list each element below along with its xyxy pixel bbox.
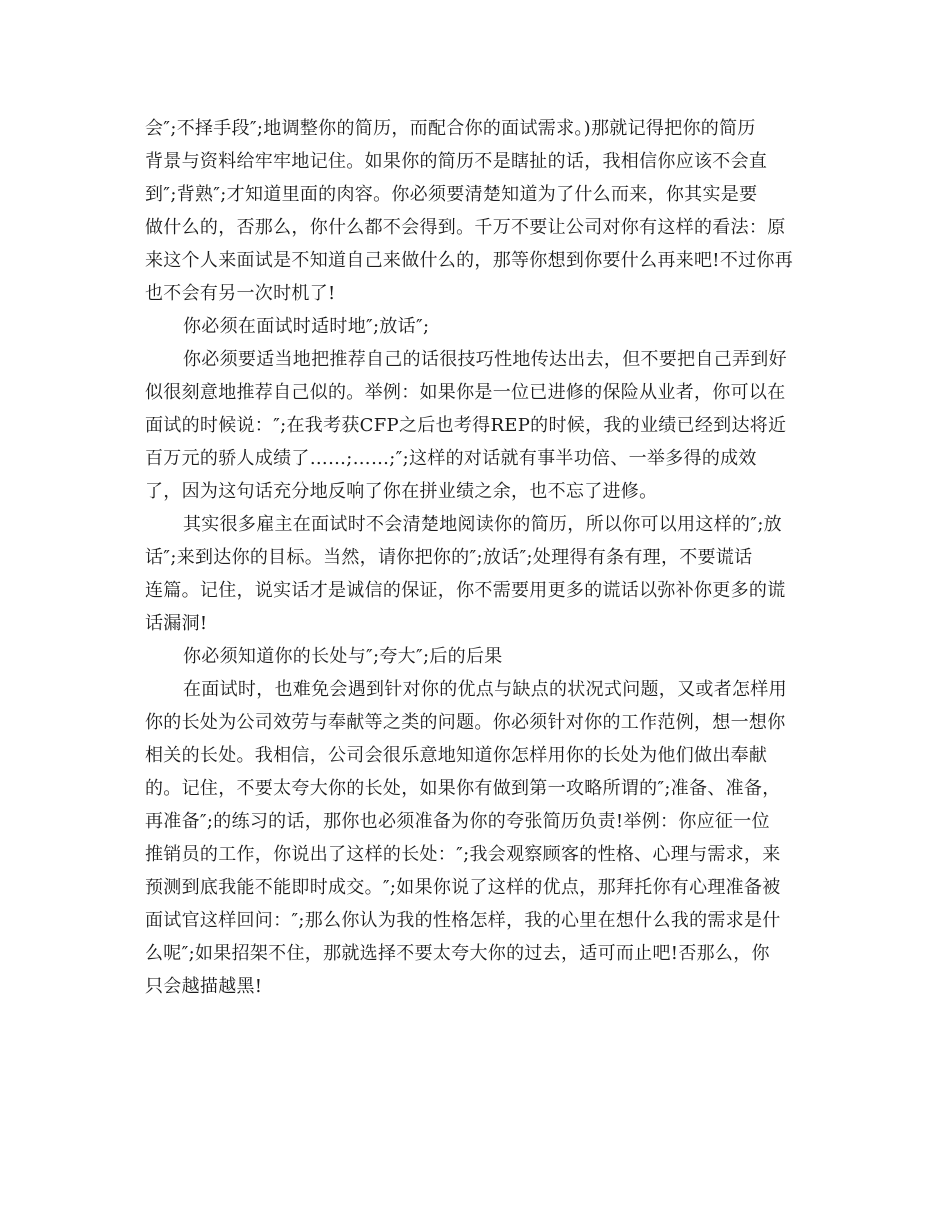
text-line: 面试官这样回问：″;那么你认为我的性格怎样，我的心里在想什么我的需求是什 bbox=[145, 910, 781, 931]
text-line: 相关的长处。我相信，公司会很乐意地知道你怎样用你的长处为他们做出奉献 bbox=[145, 745, 768, 766]
strengths-paragraph bbox=[145, 673, 810, 1003]
text-line: 其实很多雇主在面试时不会清楚地阅读你的简历，所以你可以用这样的″;放 bbox=[183, 514, 782, 535]
text-line: 你的长处为公司效劳与奉献等之类的问题。你必须针对你的工作范例，想一想你 bbox=[145, 712, 786, 733]
text-line: 推销员的工作，你说出了这样的长处：″;我会观察顾客的性格、心理与需求，来 bbox=[145, 844, 781, 865]
text-line: 的。记住，不要太夸大你的长处，如果你有做到第一攻略所谓的″;准备、准备， bbox=[145, 778, 781, 799]
text-line: 预测到底我能不能即时成交。″;如果你说了这样的优点，那拜托你有心理准备被 bbox=[145, 877, 781, 898]
text-line: 到″;背熟″;才知道里面的肉容。你必须要清楚知道为了什么而来，你其实是要 bbox=[145, 184, 758, 205]
text-line: 来这个人来面试是不知道自己来做什么的，那等你想到你要什么再来吧!不过你再 bbox=[145, 250, 794, 271]
text-line: 百万元的骄人成绩了……;……;″;这样的对话就有事半功倍、一举多得的成效 bbox=[145, 448, 757, 469]
employer-paragraph bbox=[145, 508, 810, 640]
text-line: 只会越描越黑! bbox=[145, 976, 263, 997]
text-line: 话″;来到达你的目标。当然，请你把你的″;放话″;处理得有条有理，不要谎话 bbox=[145, 547, 753, 568]
text-line: 连篇。记住，说实话才是诚信的保证，你不需要用更多的谎话以弥补你更多的谎 bbox=[145, 580, 786, 601]
text-line: 做什么的，否那么，你什么都不会得到。千万不要让公司对你有这样的看法：原 bbox=[145, 217, 786, 238]
text-line: 么呢″;如果招架不住，那就选择不要太夸大你的过去，适可而止吧!否那么，你 bbox=[145, 943, 770, 964]
text-line: 会″;不择手段″;地调整你的简历，而配合你的面试需求。)那就记得把你的简历 bbox=[145, 118, 756, 139]
text-line: 似很刻意地推荐自己似的。举例：如果你是一位已进修的保险从业者，你可以在 bbox=[145, 382, 786, 403]
text-line: 了，因为这句话充分地反响了你在拼业绩之余，也不忘了进修。 bbox=[145, 481, 658, 502]
text-line: 话漏洞! bbox=[145, 613, 208, 634]
text-line: 面试的时候说：″;在我考获CFP之后也考得REP的时候，我的业绩已经到达将近 bbox=[145, 415, 787, 436]
document-page bbox=[145, 112, 810, 1003]
text-line: 背景与资料给牢牢地记住。如果你的简历不是瞎扯的话，我相信你应该不会直 bbox=[145, 151, 768, 172]
text-line: 在面试时，也难免会遇到针对你的优点与缺点的状况式问题，又或者怎样用 bbox=[183, 679, 787, 700]
text-line: 也不会有另一次时机了! bbox=[145, 283, 336, 304]
text-line: 你必须要适当地把推荐自己的话很技巧性地传达出去，但不要把自己弄到好 bbox=[183, 349, 787, 370]
recommend-paragraph bbox=[145, 343, 810, 508]
section-heading: 你必须知道你的长处与″;夸大″;后的后果 bbox=[183, 646, 503, 667]
heading-release-words bbox=[145, 310, 810, 343]
heading-strengths bbox=[145, 640, 810, 673]
resume-paragraph bbox=[145, 112, 810, 310]
section-heading: 你必须在面试时适时地″;放话″; bbox=[183, 316, 430, 337]
text-line: 再准备″;的练习的话，那你也必须准备为你的夸张简历负责!举例：你应征一位 bbox=[145, 811, 770, 832]
